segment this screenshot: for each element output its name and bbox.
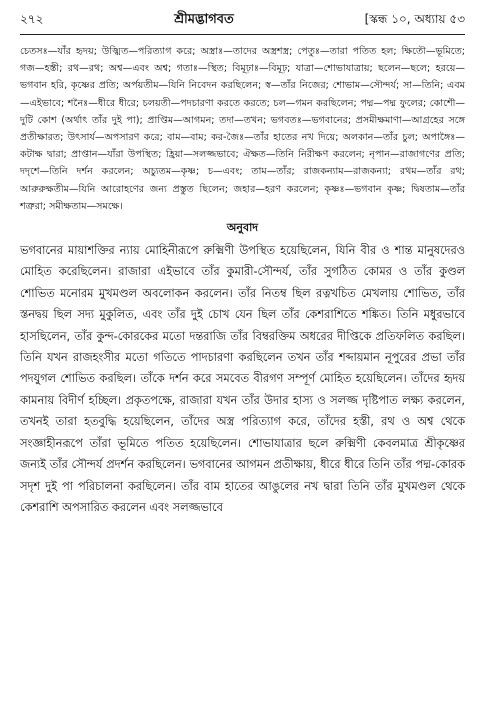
translation-paragraph: ভগবানের মায়াশক্তির ন্যায় মোহিনীরূপে রুক্মিণী উপস্থিত হয়েছিলেন, যিনি বীর ও শান্ত মানুষদেরও মোহিত করেছিলেন। রাজারা এইভাবে তাঁর কুমারী-সৌন্দর্য, তাঁর সুগঠিত কোমর ও তাঁর কুণ্ডল শোভিত মনোরম মুখমণ্ডল অবলোকন করলেন। তাঁর নিতম্ব ছিল রত্নখচিত মেখলায় শোভিত, তাঁর স্তনদ্বয় ছিল সদ্য মুকুলিত, এবং তাঁর দুই চোখ যেন ছিল তাঁর কেশরাশিতে শঙ্কিত। তিনি মধুরভাবে হাসছিলেন, তাঁর কুন্দ-কোরকের মতো দন্তরাজি তাঁর বিম্বরক্তিম অধরের দীপ্তিকে প্রতিফলিত করছিল। তিনি যখন রাজহংসীর মতো গতিতে পাদচারণা করছিলেন তখন তাঁর শব্দায়মান নূপুরের প্রভা তাঁর পদযুগল শোভিত করছিল। তাঁকে দর্শন করে সমবেত বীরগণ সম্পূর্ণ মোহিত হয়েছিলেন। তাঁদের হৃদয় কামনায় বিদীর্ণ হচ্ছিল। প্রকৃতপক্ষে, রাজারা যখন তাঁর উদার হাস্য ও সলজ্জ দৃষ্টিপাত লক্ষ্য করলেন, তখনই তারা হতবুদ্ধি হয়েছিলেন, তাঁদের অস্ত্র পরিত্যাগ করে, তাঁদের হস্তী, রথ ও অশ্ব থেকে সংজ্ঞাহীনরূপে তাঁরা ভূমিতে পতিত হয়েছিলেন। শোভাযাত্রার ছলে রুক্মিণী কেবলমাত্র শ্রীকৃষ্ণের জন্যই তাঁর সৌন্দর্য প্রদর্শন করছিলেন। ভগবানের আগমন প্রতীক্ষায়, ধীরে ধীরে তিনি তাঁর পদ্ম-কোরক সদৃশ দুই পা পরিচালনা করছিলেন। তাঁর বাম হাতের আঙুলের নখ দ্বারা তিনি তাঁর মুখমণ্ডল থেকে কেশরাশি অপসারিত করলেন এবং সলজ্জভাবে <box>20 244 465 514</box>
translation-heading: অনুবাদ <box>226 221 259 235</box>
page-number: ২৭২ <box>20 12 44 26</box>
book-title: শ্রীমদ্ভাগবত <box>174 12 234 27</box>
synonyms-paragraph: চেতসঃ—যাঁর হৃদয়; উজ্ঝিত—পরিত্যাগ করে; অস্ত্রাঃ—তাদের অস্ত্রশস্ত্র; পেতুঃ—তারা পতিত হল; ক্ষিতৌ—ভূমিতে; গজ—হস্তী; রথ—রথ; অশ্ব—এবং অশ্ব; গতাঃ—স্থিত; বিমূঢ়াঃ—বিমূঢ়; যাত্রা—শোভাযাত্রায়; ছলেন—ছলে; হরয়ে—ভগবান হরি, কৃষ্ণের প্রতি; অর্পয়তীম—যিনি নিবেদন করছিলেন; স্ব—তাঁর নিজের; শোভাম—সৌন্দর্য; সা—তিনি; এবম—এইভাবে; শনৈঃ—ধীরে ধীরে; চলয়তী—পদচারণা করতে করতে; চল—গমন করছিলেন; পদ্ম—পদ্ম ফুলের; কোশৌ—দুটি কোশ (অর্থাৎ তাঁর দুই পা); প্রাপ্তিম—আগমন; তদা—তখন; ভগবতঃ—ভগবানের; প্রসমীক্ষমাণা—আগ্রহের সঙ্গে প্রতীক্ষারত; উৎসার্য—অপসারণ করে; বাম—বাম; কর-জৈঃ—তাঁর হাতের নখ দিয়ে; অলকান—তাঁর চুল; অপাঙ্গৈঃ—কটাক্ষ দ্বারা; প্রাপ্তান—যাঁরা উপস্থিত; হ্রিয়া—সলজ্জভাবে; ঐক্ষত—তিনি নিরীক্ষণ করলেন; নৃপান—রাজাগণের প্রতি; দদৃশে—তিনি দর্শন করলেন; অচ্যুতম—কৃষ্ণ; চ—এবং; তাম—তাঁর; রাজকন্যাম—রাজকন্যা; রথম—তাঁর রথ; আরুরুক্ষতীম—যিনি আরোহণের জন্য প্রস্তুত ছিলেন; জহার—হরণ করলেন; কৃষ্ণঃ—ভগবান কৃষ্ণ; দ্বিষতাম—তাঁর শত্রুরা; সমীক্ষতাম—সমক্ষে। <box>20 46 465 212</box>
section-reference: [স্কন্ধ ১০, অধ্যায় ৫৩ <box>364 12 465 26</box>
page-header <box>20 10 465 32</box>
header-rule <box>20 34 465 35</box>
